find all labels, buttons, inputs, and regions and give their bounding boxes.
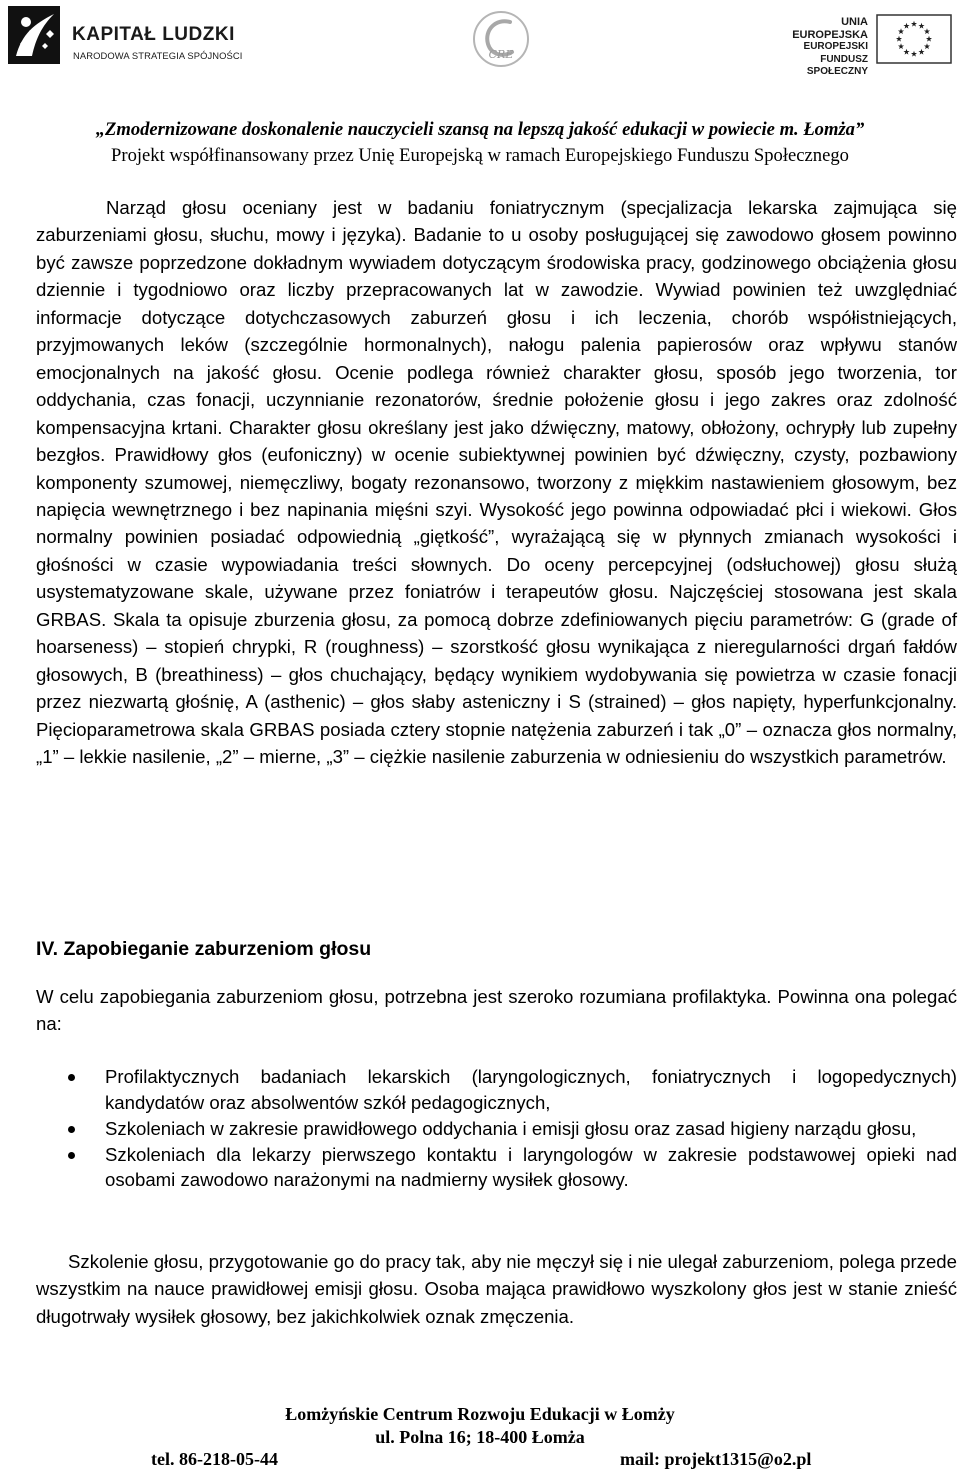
eu-logo	[768, 14, 954, 77]
list-item-text: Szkoleniach w zakresie prawidłowego oddychania i emisji głosu oraz zasad higieny narządu głosu,	[105, 1117, 917, 1139]
paragraph-voice-assessment: Narząd głosu oceniany jest w badaniu foniatrycznym (specjalizacja lekarska zajmująca się zaburzeniami głosu, słuchu, mowy i języka). Badanie to u osoby posługującej się zawodowo głosem powinno być zawsze poprzedzone dokładnym wywiadem dotyczącym środowiska pracy, godzinowego obciążenia głosu dziennie i tygodniowo oraz liczby przepracowanych lat w zawodzie. Wywiad powinien też uwzględniać informacje dotyczące dotychczasowych zaburzeń głosu i ich leczenia, chorób współistniejących, przyjmowanych leków (szczególnie hormonalnych), nałogu palenia papierosów oraz wpływu stanów emocjonalnych na jakość głosu. Ocenie podlega również charakter głosu, sposób jego tworzenia, tor oddychania, czas fonacji, uczynnianie rezonatorów, średnie położenie głosu i jego zakres oraz zdolność kompensacyjna krtani. Charakter głosu określany jest jako dźwięczny, matowy, obłożony, ochrypły lub zupełny bezgłos. Prawidłowy głos (eufoniczny) w ocenie subiektywnej powinien być dźwięczny, czysty, pozbawiony komponenty szumowej, niemęczliwy, bogaty rezonansowo, tworzony z miękkim nastawieniem głosowym, bez napięcia wewnętrznego i bez napinania mięśni szyi. Wysokość jego powinna odpowiadać płci i wiekowi. Głos normalny powinien posiadać odpowiednią „giętkość”, wyrażającą się w płynnych zmianach wysokości i głośności w czasie wypowiadania treści słownych. Do oceny percepcyjnej (odsłuchowej) głosu służą usystematyzowane skale, używane przez foniatrów i terapeutów głosu. Najczęściej stosowana jest skala GRBAS. Skala ta opisuje zburzenia głosu, za pomocą dobrze zdefiniowanych pięciu parametrów: G (grade of hoarseness) – stopień chrypki, R (roughness) – szorstkość głosu wynikająca z nieregularności drgań fałdów głosowych, B (breathiness) – głos chuchający, będący wynikiem wydobywania się powietrza w czasie fonacji przez niezwartą głośnię, A (asthenic) – głos słaby asteniczny i S (strained) – głos napięty, hyperfunkcjonalny. Pięcioparametrowa skala GRBAS posiada cztery stopnie natężenia zaburzeń i tak „0” – oznacza głos normalny, „1” – lekkie nasilenie, „2” – mierne, „3” – ciężkie nasilenie zaburzenia w odniesieniu do wszystkich parametrów.	[36, 197, 957, 768]
list-item	[36, 1064, 957, 1115]
bullet-icon	[68, 1074, 75, 1081]
bullet-icon	[68, 1126, 75, 1133]
section-heading: IV. Zapobieganie zaburzeniom głosu	[36, 938, 372, 960]
list-item-text: Profilaktycznych badaniach lekarskich (laryngologicznych, foniatrycznych i logopedycznych) kandydatów oraz absolwentów szkół pedagogicznych,	[105, 1066, 957, 1113]
bullet-icon	[68, 1152, 75, 1159]
eu-logo-text	[768, 16, 868, 79]
list-item-text: Szkoleniach dla lekarzy pierwszego kontaktu i laryngologów w zakresie podstawowej opieki nad osobami zawodowo narażonymi na nadmierny wysiłek głosowy.	[105, 1143, 957, 1190]
paragraph-voice-training: Szkolenie głosu, przygotowanie go do pracy tak, aby nie męczył się i nie ulegał zaburzeniom, polega przede wszystkim na nauce prawidłowej emisji głosu. Osoba mająca prawidłowo wyszkolony głos jest w stanie znieść długotrwały wysiłek głosowy, bez jakichkolwiek oznak zmęczenia.	[36, 1251, 957, 1327]
footer-phone: tel. 86-218-05-44	[151, 1449, 278, 1469]
kapital-ludzki-subtitle: NARODOWA STRATEGIA SPÓJNOŚCI	[73, 50, 243, 61]
project-title: „Zmodernizowane doskonalenie nauczycieli szansą na lepszą jakość edukacji w powiecie m. Łomża”	[95, 119, 865, 140]
list-item	[36, 1142, 957, 1193]
paragraph-prevention-intro: W celu zapobiegania zaburzeniom głosu, potrzebna jest szeroko rozumiana profilaktyka. Powinna ona polegać na:	[36, 986, 957, 1035]
eu-line-3: FUNDUSZ SPOŁECZNY	[806, 53, 868, 77]
cre-monogram-icon	[470, 8, 532, 70]
footer-email: mail: projekt1315@o2.pl	[620, 1449, 812, 1469]
cre-logo	[470, 8, 532, 70]
kapital-ludzki-title: KAPITAŁ LUDZKI	[72, 24, 235, 45]
list-item	[36, 1116, 957, 1142]
prevention-list	[36, 1064, 957, 1193]
cre-monogram-text: CRE	[488, 48, 514, 61]
eu-flag-icon	[876, 14, 952, 64]
footer-address: ul. Polna 16; 18-400 Łomża	[375, 1427, 585, 1447]
footer-organization: Łomżyńskie Centrum Rozwoju Edukacji w Łomży	[285, 1404, 675, 1424]
eu-line-2: EUROPEJSKI	[803, 41, 868, 52]
cofinancing-note: Projekt współfinansowany przez Unię Europejską w ramach Europejskiego Funduszu Społecznego	[111, 145, 849, 166]
kapital-ludzki-emblem-icon	[6, 4, 62, 66]
kapital-ludzki-logo	[6, 4, 246, 66]
eu-line-1: UNIA EUROPEJSKA	[792, 16, 868, 41]
